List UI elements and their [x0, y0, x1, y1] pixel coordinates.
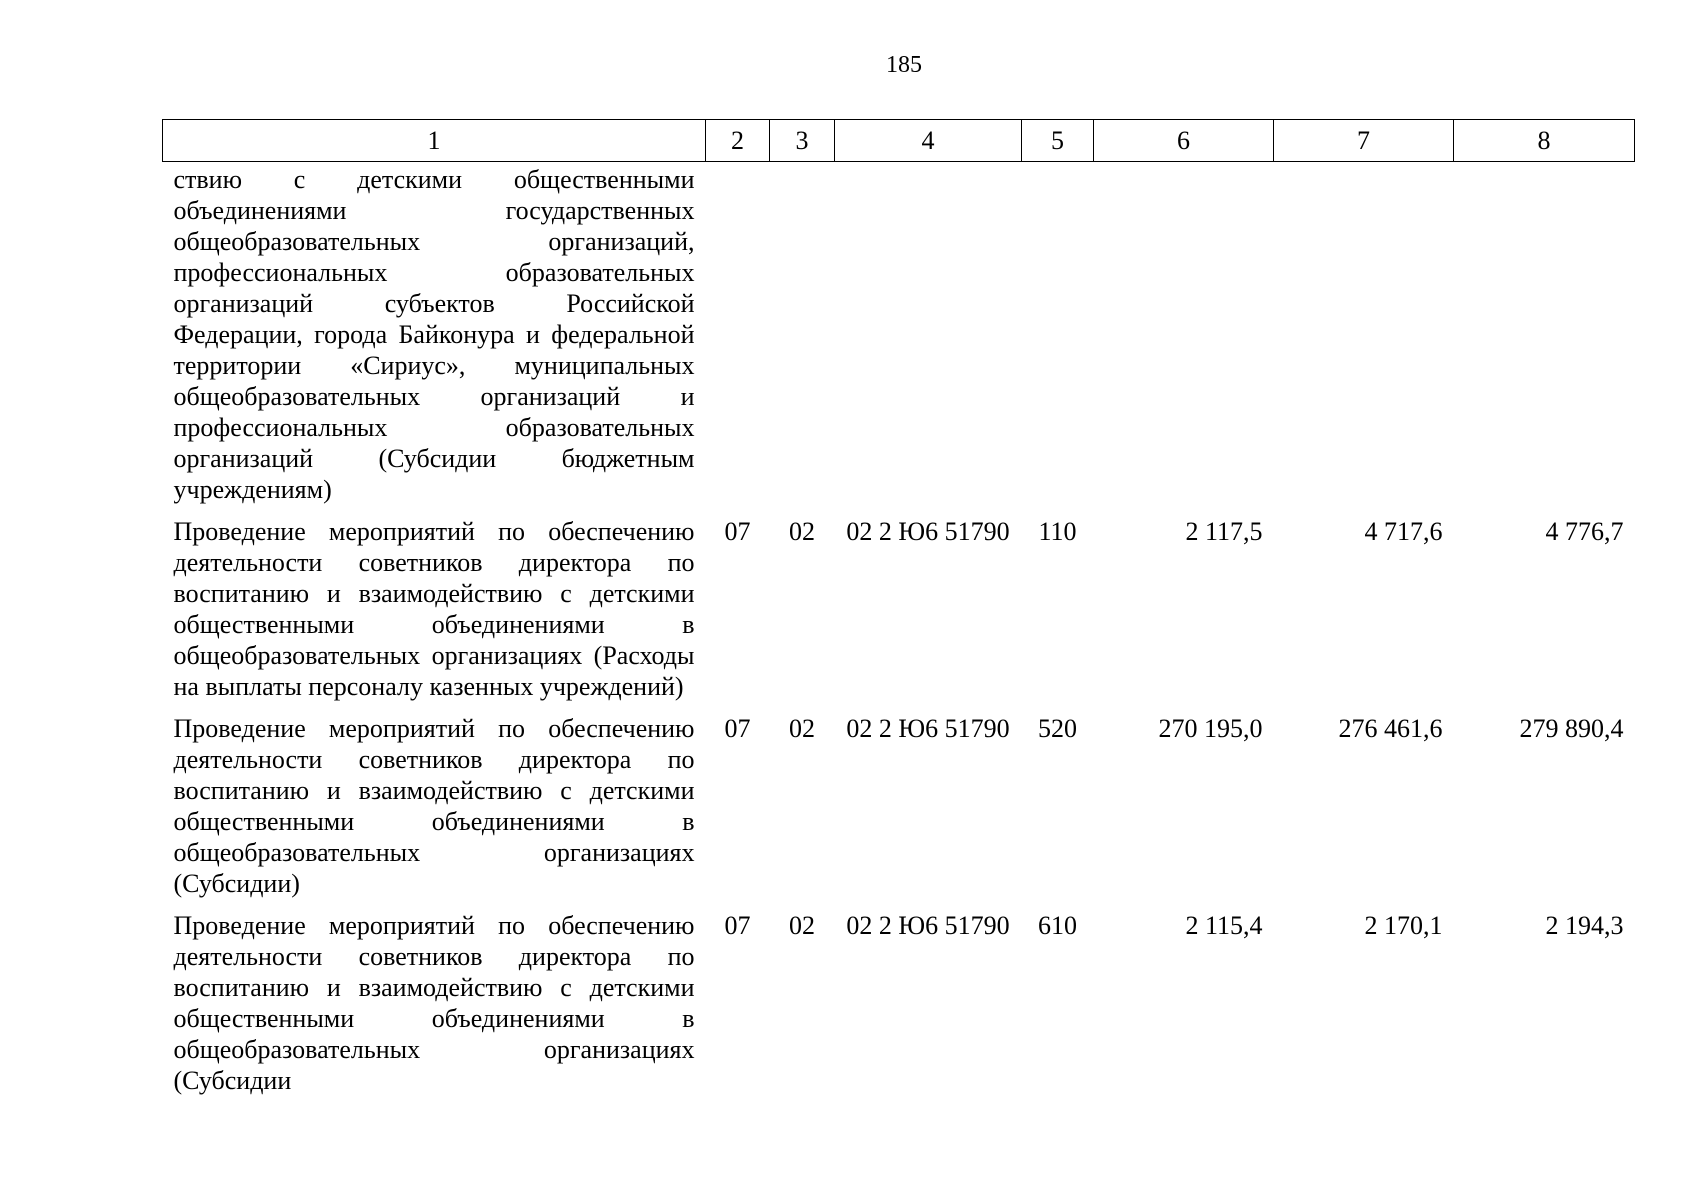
budget-table [162, 119, 1635, 1096]
row-target-article-code [835, 162, 1022, 506]
page-number: 185 [886, 52, 922, 78]
column-header: 5 [1022, 120, 1094, 162]
column-header: 3 [770, 120, 835, 162]
row-expense-type-code: 610 [1038, 911, 1077, 940]
row-amount-2: 4 717,6 [1364, 517, 1443, 546]
row-description: Проведение мероприятий по обеспечению деятельности советников директора по воспитанию и взаимодействию с детскими общественными объединениями в общеобразовательных организациях (Субсидии) [173, 714, 695, 898]
row-description: Проведение мероприятий по обеспечению деятельности советников директора по воспитанию и взаимодействию с детскими общественными объединениями в общеобразовательных организациях (Субсидии [173, 911, 695, 1095]
row-target-article-code: 02 2 Ю6 51790 [846, 714, 1010, 743]
row-section-code: 07 [724, 911, 751, 940]
row-description: Проведение мероприятий по обеспечению деятельности советников директора по воспитанию и взаимодействию с детскими общественными объединениями в общеобразовательных организациях (Расходы на выплаты персоналу казенных учреждений) [173, 517, 695, 701]
table-row [163, 899, 1635, 1096]
row-target-article-code: 02 2 Ю6 51790 [846, 911, 1010, 940]
row-expense-type-code [1022, 162, 1094, 506]
row-amount-3 [1454, 162, 1635, 506]
row-amount-3: 2 194,3 [1545, 911, 1624, 940]
table-header-row [163, 120, 1635, 162]
row-section-code [706, 162, 770, 506]
column-header: 6 [1094, 120, 1274, 162]
table-row [163, 702, 1635, 899]
row-description: ствию с детскими общественными объединениями государственных общеобразовательных организаций, профессиональных образовательных организаций субъектов Российской Федерации, города Байконура и федеральной территории «Сириус», муниципальных общеобразовательных организаций и профессиональных образовательных организаций (Субсидии бюджетным учреждениям) [173, 165, 695, 504]
column-header: 8 [1454, 120, 1635, 162]
row-expense-type-code: 110 [1038, 517, 1077, 546]
row-subsection-code: 02 [789, 714, 815, 743]
row-amount-2 [1274, 162, 1454, 506]
row-section-code: 07 [724, 714, 751, 743]
row-amount-1 [1094, 162, 1274, 506]
row-amount-2: 276 461,6 [1338, 714, 1443, 743]
row-section-code: 07 [724, 517, 751, 546]
table-row [163, 505, 1635, 702]
row-expense-type-code: 520 [1038, 714, 1077, 743]
table-row [163, 162, 1635, 506]
row-amount-3: 279 890,4 [1519, 714, 1624, 743]
column-header: 1 [163, 120, 706, 162]
row-amount-3: 4 776,7 [1545, 517, 1624, 546]
row-subsection-code: 02 [789, 911, 815, 940]
row-amount-2: 2 170,1 [1364, 911, 1443, 940]
row-subsection-code [770, 162, 835, 506]
row-target-article-code: 02 2 Ю6 51790 [846, 517, 1010, 546]
column-header: 4 [835, 120, 1022, 162]
row-subsection-code: 02 [789, 517, 815, 546]
column-header: 2 [706, 120, 770, 162]
row-amount-1: 2 117,5 [1185, 517, 1263, 546]
row-amount-1: 2 115,4 [1185, 911, 1263, 940]
row-amount-1: 270 195,0 [1158, 714, 1263, 743]
column-header: 7 [1274, 120, 1454, 162]
